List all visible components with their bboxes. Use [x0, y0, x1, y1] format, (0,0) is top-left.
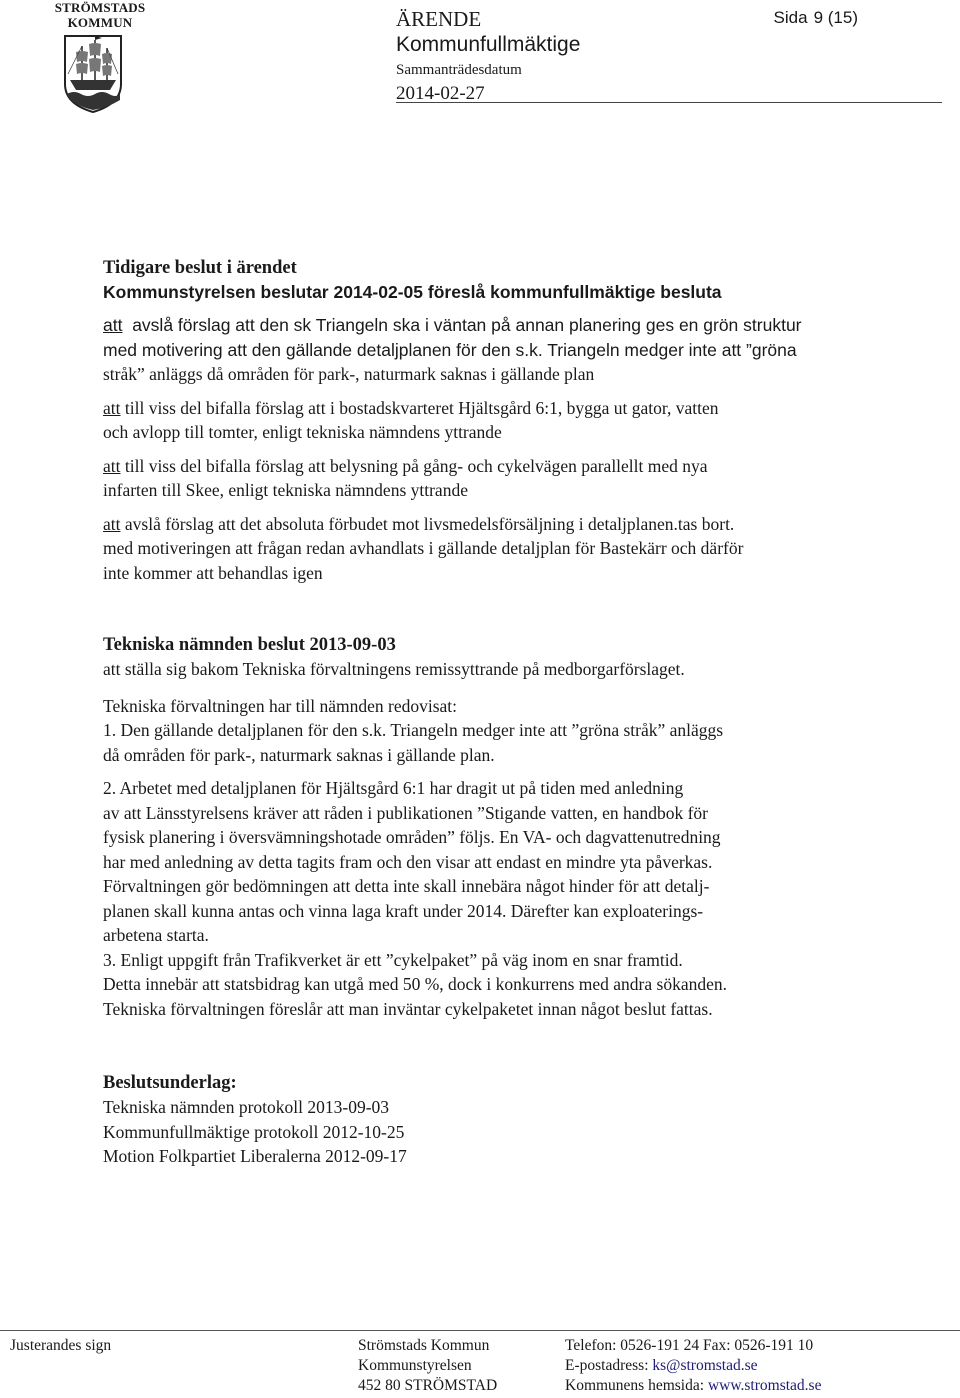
point-2-line-7: arbetena starta. [103, 925, 209, 945]
point-2-line-4: har med anledning av detta tagits fram och den visar att endast en mindre yta påverkas. [103, 851, 713, 872]
point-3-line-2: Detta innebär att statsbidrag kan utgå med 50 %, dock i konkurrens med andra sökanden. [103, 974, 727, 994]
document-header [396, 6, 580, 106]
decision-item-1 [103, 313, 893, 362]
footer-phone: Telefon: 0526-191 24 Fax: 0526-191 10 [565, 1337, 814, 1354]
page-label: Sida [773, 8, 808, 27]
web-link[interactable]: www.stromstad.se [707, 1377, 822, 1394]
point-3-line-1: 3. Enligt uppgift från Trafikverket är ett ”cykelpaket” på väg inom en snar framtid. [103, 949, 683, 970]
justerandes-sign-label: Justerandes sign [10, 1337, 112, 1354]
basis-item-2: Kommunfullmäktige protokoll 2012-10-25 [103, 1121, 405, 1142]
decision-item-2 [103, 396, 893, 445]
point-2-line-2: av att Länsstyrelsens kräver att råden i publikationen ”Stigande vatten, en handbok för [103, 802, 709, 823]
basis-item-1: Tekniska nämnden protokoll 2013-09-03 [103, 1097, 390, 1117]
email-label: E-postadress: [565, 1357, 653, 1374]
decision-4-line-3: inte kommer att behandlas igen [103, 562, 323, 583]
footer-email-row [565, 1356, 821, 1376]
decision-item-4 [103, 512, 893, 586]
point-2 [103, 776, 893, 948]
footer-web-row [565, 1376, 821, 1396]
decision-item-3 [103, 454, 893, 503]
point-2-line-1: 2. Arbetet med detaljplanen för Hjältsgård 6:1 har dragit ut på tiden med anledning [103, 778, 684, 798]
decision-1-line-2: med motivering att den gällande detaljplanen för den s.k. Triangeln medger inte att ”gröna [103, 339, 797, 360]
footer-contact [565, 1336, 821, 1396]
header-divider [396, 102, 942, 103]
att-marker: att [103, 513, 121, 534]
att-marker: att [103, 455, 121, 476]
document-content [103, 256, 893, 1169]
point-3-line-3: Tekniska förvaltningen föreslår att man inväntar cykelpaketet innan något beslut fattas. [103, 998, 713, 1019]
basis-item-3: Motion Folkpartiet Liberalerna 2012-09-17 [103, 1146, 407, 1166]
point-2-line-6: planen skall kunna antas och vinna laga kraft under 2014. Därefter kan exploaterings- [103, 900, 704, 921]
footer-address [358, 1336, 497, 1396]
email-link[interactable]: ks@stromstad.se [652, 1357, 758, 1374]
decision-4-line-2: med motiveringen att frågan redan avhandlats i gällande detaljplan för Bastekärr och därför [103, 538, 744, 558]
decision-1-line-3: stråk” anläggs då områden för park-, naturmark saknas i gällande plan [103, 364, 595, 384]
decision-1-line-1: avslå förslag att den sk Triangeln ska i väntan på annan planering ges en grön struktur [132, 315, 802, 335]
section-title-tekniska-namnden: Tekniska nämnden beslut 2013-09-03 [103, 635, 396, 655]
att-marker: att [103, 397, 121, 418]
decision-3-line-1: till viss del bifalla förslag att belysning på gång- och cykelvägen parallellt med nya [124, 455, 708, 476]
point-1-line-2: då områden för park-, naturmark saknas i gällande plan. [103, 744, 495, 765]
ship-crest-icon [62, 34, 124, 114]
section-title-beslutsunderlag: Beslutsunderlag: [103, 1073, 237, 1093]
footer-org-2: Kommunstyrelsen [358, 1357, 472, 1374]
org-line-2: KOMMUN [67, 15, 133, 30]
date-label: Sammanträdesdatum [396, 62, 522, 78]
tn-reported-intro: Tekniska förvaltningen har till nämnden redovisat: [103, 695, 458, 716]
footer-org-3: 452 80 STRÖMSTAD [358, 1377, 498, 1394]
point-3 [103, 948, 893, 1022]
decision-3-line-2: infarten till Skee, enligt tekniska nämndens yttrande [103, 480, 468, 500]
decision-item-1-cont [103, 362, 893, 387]
page-number: 9 (15) [813, 8, 858, 27]
doc-body: Kommunfullmäktige [396, 33, 581, 56]
point-1-line-1: 1. Den gällande detaljplanen för den s.k. Triangeln medger inte att ”gröna stråk” anläggs [103, 720, 724, 740]
doc-type: ÄRENDE [396, 7, 482, 31]
meeting-date: 2014-02-27 [396, 83, 485, 104]
page-indicator [774, 8, 858, 28]
decision-2-line-1: till viss del bifalla förslag att i bostadskvarteret Hjältsgård 6:1, bygga ut gator, vatten [124, 397, 719, 418]
section-subtitle: Kommunstyrelsen beslutar 2014-02-05 föreslå kommunfullmäktige besluta [103, 282, 722, 302]
point-2-line-3: fysisk planering i översvämningshotade områden” följs. En VA- och dagvattenutredning [103, 827, 721, 847]
footer-divider [0, 1330, 960, 1331]
organization-name [48, 0, 152, 30]
footer-sign [10, 1336, 111, 1356]
org-line-1: STRÖMSTADS [54, 0, 146, 15]
point-1 [103, 718, 893, 767]
footer-org-1: Strömstads Kommun [358, 1337, 490, 1354]
web-label: Kommunens hemsida: [565, 1377, 708, 1394]
att-marker: att [103, 315, 123, 335]
section-title-tidigare-beslut: Tidigare beslut i ärendet [103, 258, 297, 278]
decision-4-line-1: avslå förslag att det absoluta förbudet mot livsmedelsförsäljning i detaljplanen.tas bort. [124, 513, 735, 534]
decision-2-line-2: och avlopp till tomter, enligt tekniska nämndens yttrande [103, 422, 502, 442]
tn-decision: att ställa sig bakom Tekniska förvaltningens remissyttrande på medborgarförslaget. [103, 659, 685, 679]
point-2-line-5: Förvaltningen gör bedömningen att detta inte skall innebära något hinder för att detalj- [103, 876, 710, 896]
